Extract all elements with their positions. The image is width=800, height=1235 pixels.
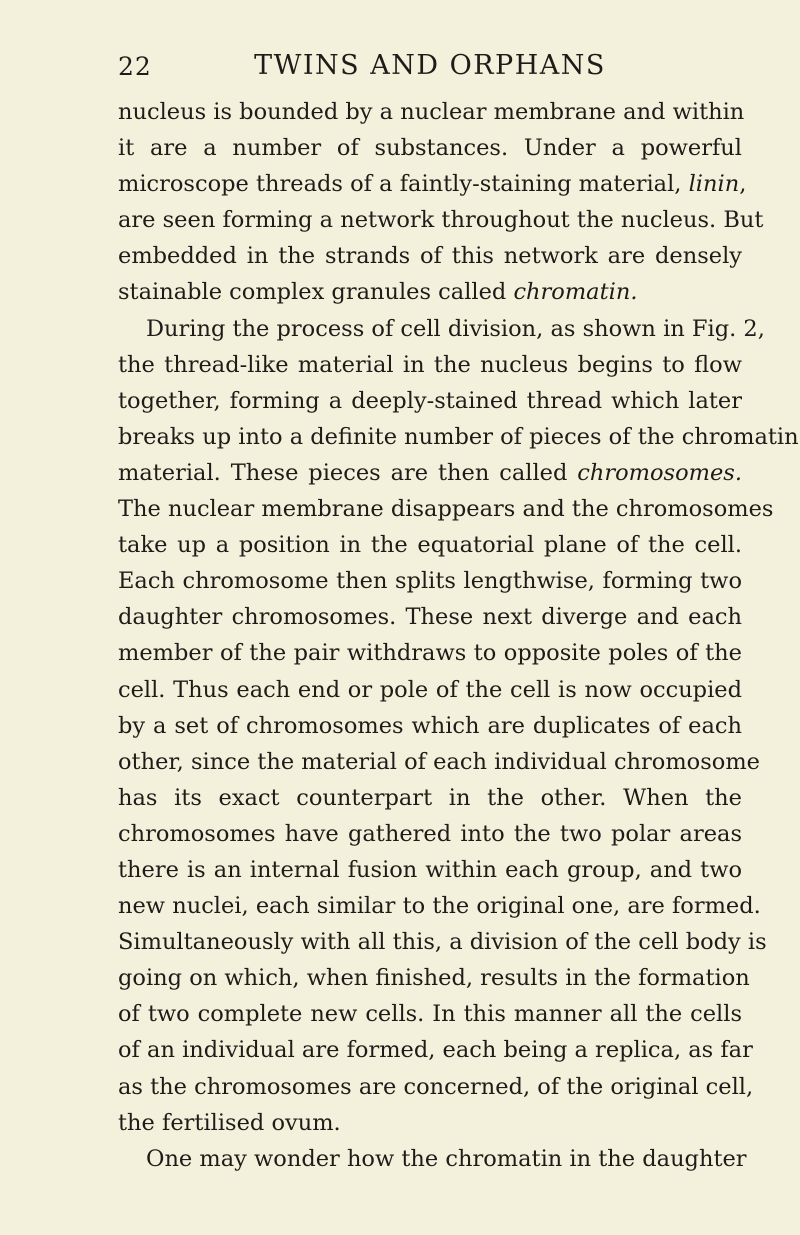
body-text [118,94,799,1177]
text-line: as the chromosomes are concerned, of the original cell, [118,1073,754,1100]
text-line: daughter chromosomes. These next diverge and each [118,604,742,631]
text-line: material. These pieces are then called chromosomes. [118,459,742,486]
text-line: One may wonder how the chromatin in the daughter [146,1145,747,1172]
page-number: 22 [118,52,152,81]
text-line: chromosomes have gathered into the two polar areas [118,820,742,847]
text-line: stainable complex granules called chromatin. [118,279,638,306]
text-line: together, forming a deeply-stained thread which later [118,387,742,414]
text-line: are seen forming a network throughout the nucleus. But [118,207,764,234]
text-line: new nuclei, each similar to the original one, are formed. [118,893,761,920]
text-line: breaks up into a definite number of pieces of the chromatin [118,423,799,450]
italic-term: chromatin. [513,279,638,306]
text-line: Each chromosome then splits lengthwise, forming two [118,568,742,595]
text-line: member of the pair withdraws to opposite poles of the [118,640,742,667]
text-line: other, since the material of each individual chromosome [118,748,760,775]
page-header [118,50,742,90]
italic-term: linin [688,171,740,198]
text-line: the thread-like material in the nucleus begins to flow [118,351,742,378]
text-line: cell. Thus each end or pole of the cell is now occupied [118,676,742,703]
text-line: the fertilised ovum. [118,1109,341,1136]
text-line: nucleus is bounded by a nuclear membrane and within [118,99,745,125]
text-line: of two complete new cells. In this manner all the cells [118,1001,742,1028]
text-line: During the process of cell division, as shown in Fig. 2, [146,315,765,342]
text-line: it are a number of substances. Under a powerful [118,135,742,162]
running-title: TWINS AND ORPHANS [254,50,606,81]
text-line: embedded in the strands of this network are densely [118,243,742,270]
text-line: going on which, when finished, results in the formation [118,965,750,992]
text-line: Simultaneously with all this, a division of the cell body is [118,929,767,956]
text-line: microscope threads of a faintly-staining material, linin, [118,171,747,198]
text-line: take up a position in the equatorial plane of the cell. [118,532,742,559]
text-line: of an individual are formed, each being a replica, as far [118,1037,753,1064]
italic-term: chromosomes. [577,459,742,486]
text-line: The nuclear membrane disappears and the chromosomes [118,496,774,523]
text-line: has its exact counterpart in the other. When the [118,784,742,811]
text-line: by a set of chromosomes which are duplicates of each [118,712,742,739]
text-line: there is an internal fusion within each group, and two [118,856,742,883]
